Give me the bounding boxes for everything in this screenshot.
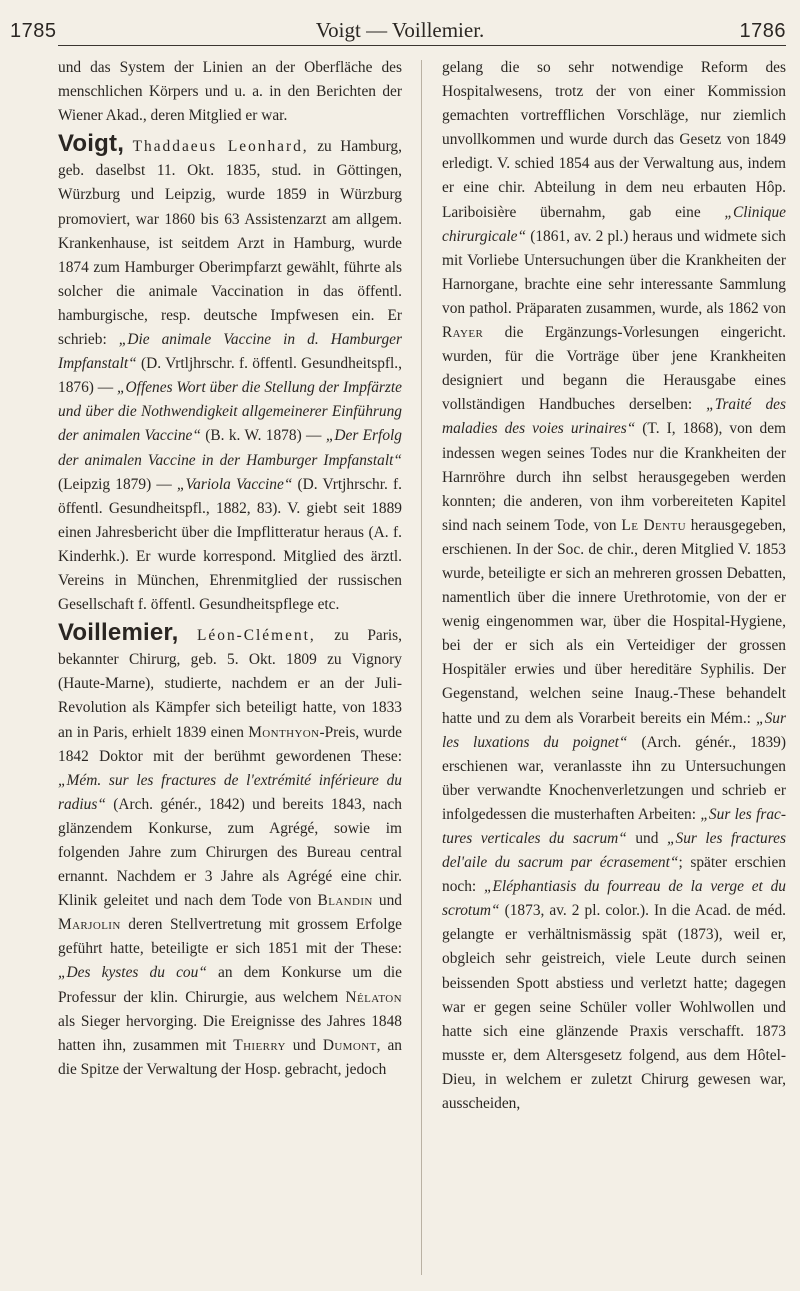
entry-text: herausgegeben, erschienen. In der Soc. de chir., deren Mitglied V. 1853 wurde, beteiligte er sich an mehreren grossen Debatten, namentlich über die innere Urethrotomie, von der er wenig eingenommen war, über die Hospital-Hygiene, bei der er sich als ein Verteidiger der grossen Hospitäler erwies und über hereditäre Syphilis. Der Gegenstand, welchen seine Inaug.-These behandelt hatte und zu dem als Vorarbeit bereits ein Mém.:: [442, 516, 787, 727]
entry-text: (D. Vrtjhrschr. f. öffentl. Gesundheitspfl., 1882, 83). V. giebt seit 1889 einen Jahresbericht über die Impflitteratur heraus (A. f. Kinderhk.). Er wurde korrespond. Mitglied des ärztl. Vereins in München, Ehrenmitglied der russischen Gesellschaft f. öffentl. Gesundheitspflege etc.: [58, 475, 402, 614]
right-column: [442, 56, 786, 1116]
person-name: Nélaton: [345, 988, 402, 1006]
entry-text: an dem Konkurse um die Professur der klin. Chirurgie, aus welchem: [58, 964, 402, 1006]
work-title: „Die animale Vaccine in d. Hamburger Impfanstalt“: [58, 331, 402, 373]
entry-text: als Sieger hervorging. Die Ereignisse des Jahres 1848 hatten ihn, zusammen mit: [58, 1012, 402, 1054]
entry-text: (Leipzig 1879) —: [58, 475, 177, 493]
entry-text: (D. Vrtljhrschr. f. öffentl. Gesundheitspfl., 1876) —: [58, 355, 402, 397]
page-header: [0, 6, 800, 46]
work-title: „Sur les fractures verticales du sacrum“: [442, 805, 787, 847]
entry-text: deren Stellvertretung mit grossem Erfolge geführt hatte, beteiligte er sich 1851 mit der These:: [58, 916, 402, 958]
work-title: „Offenes Wort über die Stellung der Impfärzte und über die Nothwendigkeit allgemeinerer Einführung der animalen Vaccine“: [58, 379, 402, 445]
person-name: Thierry: [233, 1036, 286, 1054]
entry-text: zu Hamburg, geb. daselbst 11. Okt. 1835, stud. in Göttingen, Würzburg und Leipzig, wurde 1859 in Würzburg promoviert, war 1860 bis 63 Assistenzarzt am allgem. Krankenhause, ist seitdem Arzt in Hamburg, wurde 1874 zum Hamburger Oberimpfarzt gewählt, führte als solcher die animale Vaccination in das öffentl. hamburgische, resp. deutsche Impfwesen ein. Er schrieb:: [58, 138, 402, 349]
entry-voillemier: [58, 621, 402, 1082]
person-name: Marjolin: [58, 916, 121, 934]
given-names-voillemier: Léon-Clément,: [197, 627, 316, 645]
entry-text: (B. k. W. 1878) —: [200, 427, 326, 445]
work-title: „Sur les luxations du poignet“: [442, 709, 786, 751]
entry-text: (T. I, 1868), von dem indessen wegen seines Todes nur die Krankheiten der Harnröhre durch ihn selbst herausgegeben werden konnten; die anderen, von ihm vorbereiteten Kapitel sind nach seinem Tode, von: [442, 420, 787, 534]
person-name: Dumont: [322, 1036, 377, 1054]
entry-text: (1861, av. 2 pl.) heraus und widmete sich mit Vorliebe Untersuchungen über die Krankheiten der Harnorgane, brachte eine sehr interessante Sammlung von pathol. Präparaten zusammen, wurde, als 1862 von: [442, 227, 786, 317]
work-title: „Des kystes du cou“: [58, 964, 207, 982]
person-name: Le Dentu: [621, 516, 686, 534]
left-column: [58, 56, 402, 1082]
column-divider: [421, 60, 422, 1275]
work-title: „Clinique chirurgicale“: [442, 203, 786, 245]
headword-voillemier: Voillemier,: [58, 619, 179, 647]
entry-voigt: [58, 132, 402, 617]
work-title: „Sur les fractures del'aile du sacrum par écrasement“: [442, 830, 786, 872]
header-rule: [58, 45, 786, 46]
page-number-right: 1786: [739, 20, 786, 42]
entry-text: und: [372, 892, 402, 910]
given-names-voigt: Thaddaeus Leonhard,: [132, 138, 309, 156]
entry-text: (1873, av. 2 pl. color.). In die Acad. de méd. gelangte er verhältnismässig spät (1873), weil er, obgleich sehr geistreich, viele Leute durch seinen beissenden Spott abstiess und verletzt hatte; dagegen war er gegen seine Schüler voller Wohlwollen und hatte sich eine glänzende Praxis verschafft. 1873 musste er, dem Altersgesetz folgend, aus dem Hôtel-Dieu, in welchem er zuletzt Chirurg gewesen war, ausscheiden,: [442, 902, 786, 1113]
work-title: „Eléphantiasis du fourreau de la verge et du scrotum“: [442, 878, 786, 920]
running-title: Voigt — Voillemier.: [315, 18, 485, 42]
entry-text: die Ergänzungs-Vorlesungen eingericht. wurden, für die Vorträge über jene Krankheiten designiert und begann die Herausgabe eines vollständigen Handbuches derselben:: [442, 324, 786, 414]
entry-text: und: [626, 830, 667, 847]
page-number-left: 1785: [10, 20, 57, 42]
headword-voigt: Voigt,: [58, 130, 125, 158]
person-name: Monthyon: [248, 723, 320, 741]
entry-text: gelang die so sehr notwendige Reform des Hospitalwesens, trotz der von einer Kommission gemachten vortrefflichen Vorschläge, nur ziemlich unvollkommen und wurde durch das Gesetz von 1849 erledigt. V. schied 1854 aus der Verwaltung aus, indem er eine chir. Abteilung in dem neu erbauten Hôp. Lariboisière übernahm, gab eine: [442, 59, 786, 221]
continued-entry: und das System der Linien an der Oberfläche des menschlichen Körpers und u. a. in den Berichten der Wiener Akad., deren Mitglied er war.: [58, 59, 402, 125]
entry-voillemier-continued: [442, 56, 786, 1116]
entry-text: , an die Spitze der Verwaltung der Hosp. gebracht, jedoch: [58, 1036, 402, 1078]
person-name: Blandin: [317, 892, 373, 910]
work-title: „Variola Vaccine“: [176, 475, 293, 493]
work-title: „Der Erfolg der animalen Vaccine in der Hamburger Impfanstalt“: [58, 427, 402, 469]
entry-text: und: [285, 1036, 323, 1054]
entry-text: -Preis, wurde 1842 Doktor mit der berühmt gewordenen These:: [58, 723, 402, 765]
work-title: „Mém. sur les fractures de l'extrémité inférieure du radius“: [58, 771, 402, 813]
person-name: Rayer: [442, 324, 484, 342]
entry-text: (Arch. génér., 1839) erschienen war, veranlasste ihn zu Untersuchungen über verwandte Knochenverletzungen und schrieb er infolgedessen die musterhaften Arbeiten:: [442, 733, 786, 823]
work-title: „Traité des maladies des voies urinaires“: [442, 396, 786, 438]
entry-text: ; später erschien noch:: [442, 854, 786, 896]
entry-text: (Arch. génér., 1842) und bereits 1843, nach glänzendem Konkurse, zum Agrégé, sowie im folgenden Jahre zum Chirurgen des Bureau central ernannt. Nachdem er 3 Jahre als Agrégé eine chir. Klinik geleitet und nach dem Tode von: [58, 795, 402, 910]
entry-text: zu Paris, bekannter Chirurg, geb. 5. Okt. 1809 zu Vignory (Haute-Marne), studierte, nachdem er an der Juli-Revolution als Kämpfer sich beteiligt hatte, von 1833 an in Paris, erhielt 1839 einen: [58, 627, 402, 741]
